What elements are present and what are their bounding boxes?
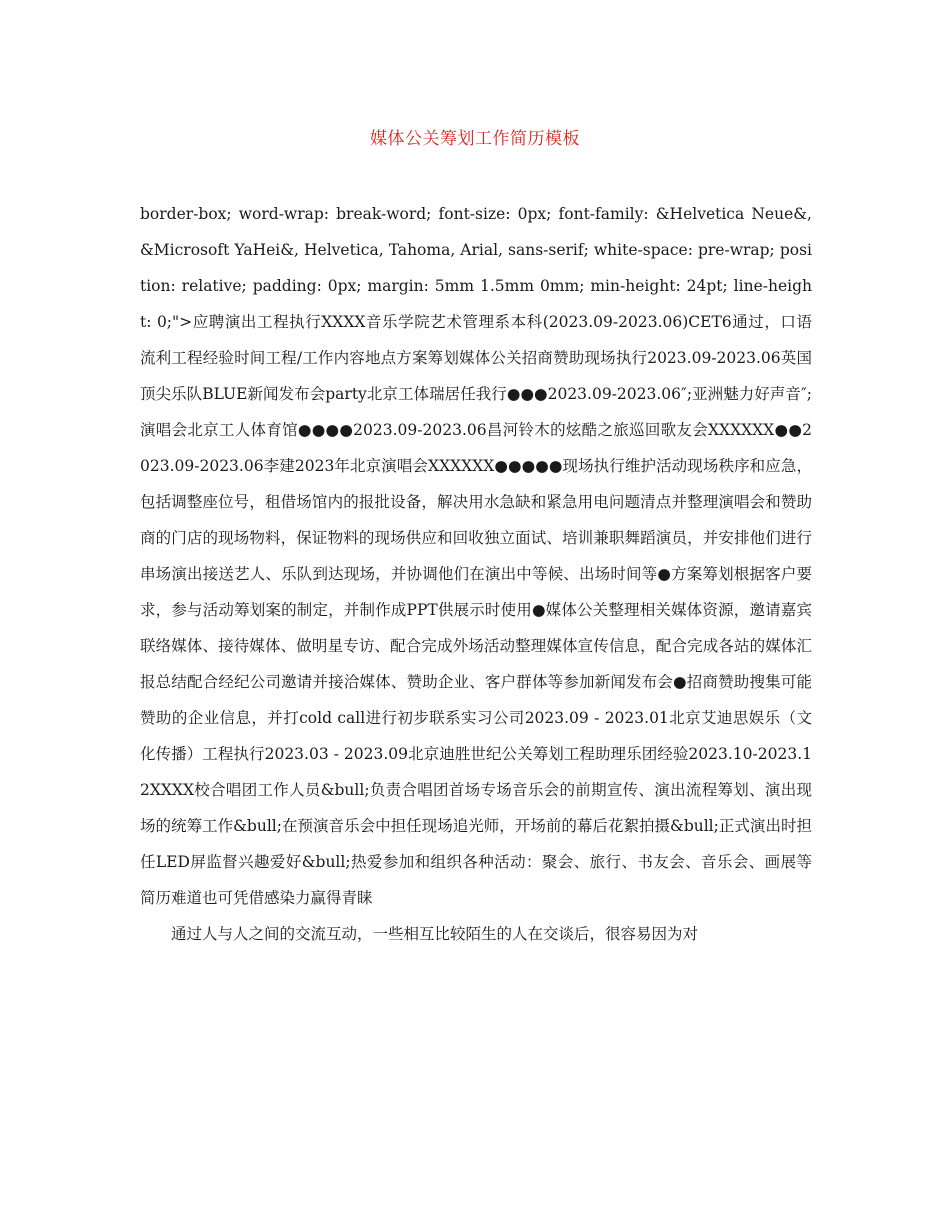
body-paragraph-2: 通过人与人之间的交流互动，一些相互比较陌生的人在交谈后，很容易因为对 [171,925,699,943]
document-body [140,196,844,952]
document-title: 媒体公关筹划工作简历模板 [370,129,580,149]
body-paragraph-1: border-box; word-wrap: break-word; font-size: 0px; font-family: &Helvetica Neue&, &Microsoft YaHei&, Helvetica, Tahoma, Arial, sans-serif; white-space: pre-wrap; position: relative; padding: 0px; margin: 5mm 1.5mm 0mm; min-height: 24pt; line-height: 0;">应聘演出工程执行XXXX音乐学院艺术管理系本科(2023.09-2023.06)CET6通过，口语流利工程经验时间工程/工作内容地点方案筹划媒体公关招商赞助现场执行2023.09-2023.06英国顶尖乐队BLUE新闻发布会party北京工体瑞居任我行●●●2023.09-2023.06″;亚洲魅力好声音″;演唱会北京工人体育馆●●●●2023.09-2023.06昌河铃木的炫酷之旅巡回歌友会XXXXXX●●2023.09-2023.06李建2023年北京演唱会XXXXXX●●●●●现场执行维护活动现场秩序和应急，包括调整座位号，租借场馆内的报批设备，解决用水急缺和紧急用电问题清点并整理演唱会和赞助商的门店的现场物料，保证物料的现场供应和回收独立面试、培训兼职舞蹈演员，并安排他们进行串场演出接送艺人、乐队到达现场，并协调他们在演出中等候、出场时间等●方案筹划根据客户要求，参与活动筹划案的制定，并制作成PPT供展示时使用●媒体公关整理相关媒体资源，邀请嘉宾联络媒体、接待媒体、做明星专访、配合完成外场活动整理媒体宣传信息，配合完成各站的媒体汇报总结配合经纪公司邀请并接洽媒体、赞助企业、客户群体等参加新闻发布会●招商赞助搜集可能赞助的企业信息，并打cold call进行初步联系实习公司2023.09 - 2023.01北京艾迪思娱乐（文化传播）工程执行2023.03 - 2023.09北京迪胜世纪公关筹划工程助理乐团经验2023.10-2023.12XXXX校合唱团工作人员&bull;负责合唱团首场专场音乐会的前期宣传、演出流程筹划、演出现场的统筹工作&bull;在预演音乐会中担任现场追光师，开场前的幕后花絮拍摄&bull;正式演出时担任LED屏监督兴趣爱好&bull;热爱参加和组织各种活动：聚会、旅行、书友会、音乐会、画展等 简历难道也可凭借感染力赢得青睐 [140,205,844,907]
